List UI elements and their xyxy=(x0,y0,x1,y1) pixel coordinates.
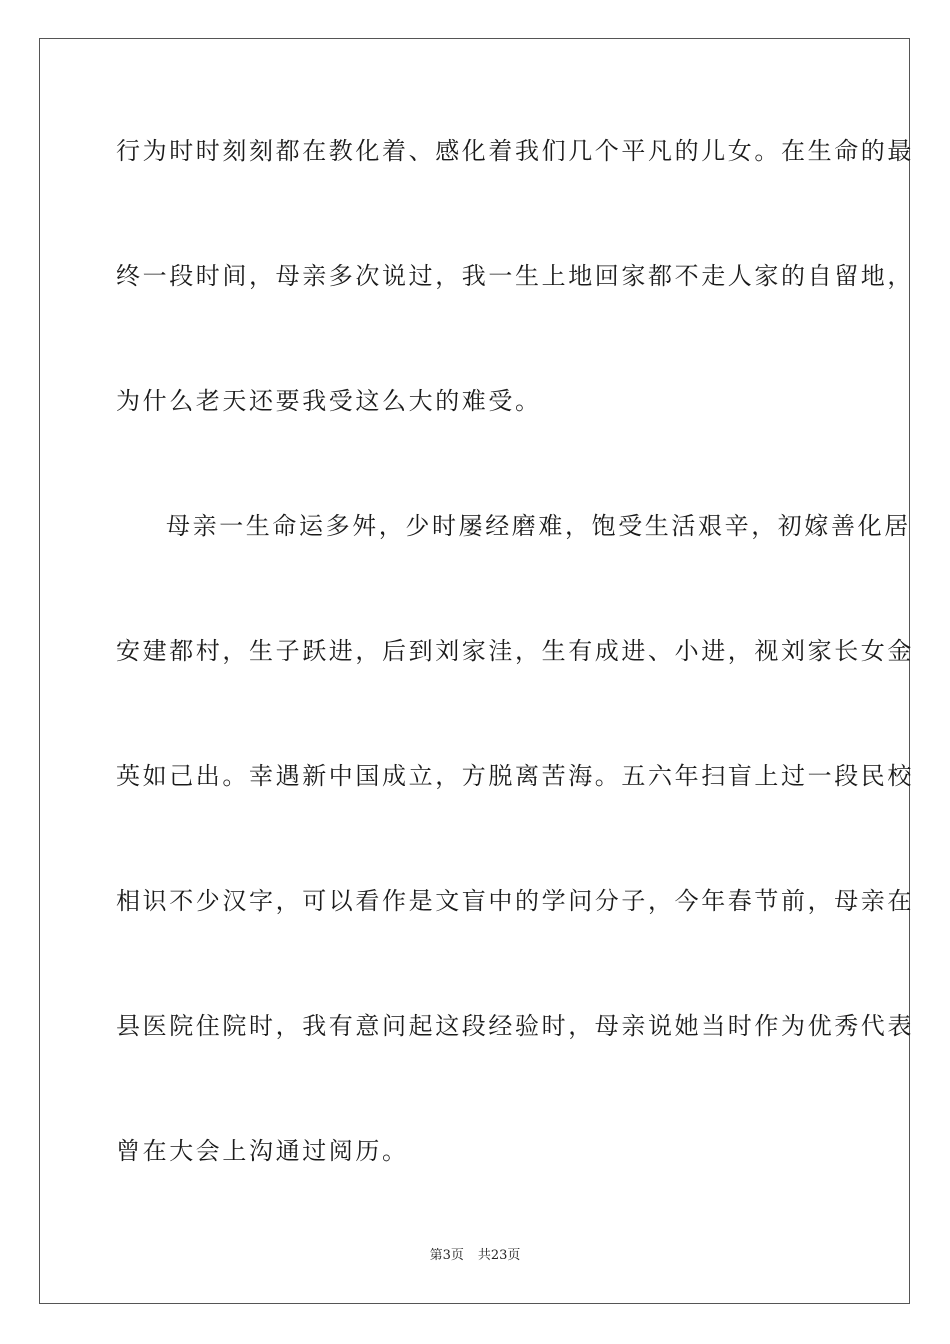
text-line: 曾在大会上沟通过阅历。 xyxy=(116,1137,409,1165)
page-footer xyxy=(0,1248,950,1264)
text-line: 相识不少汉字，可以看作是文盲中的学问分子，今年春节前，母亲在 xyxy=(116,887,914,915)
page-number: 第3页 xyxy=(429,1248,464,1263)
text-line: 英如己出。幸遇新中国成立，方脱离苦海。五六年扫盲上过一段民校 xyxy=(116,762,914,790)
text-line: 行为时时刻刻都在教化着、感化着我们几个平凡的儿女。在生命的最 xyxy=(116,137,914,165)
text-line: 安建都村，生子跃进，后到刘家洼，生有成进、小进，视刘家长女金 xyxy=(116,637,914,665)
page-border xyxy=(39,38,914,1304)
text-line: 终一段时间，母亲多次说过，我一生上地回家都不走人家的自留地， xyxy=(116,262,914,290)
total-pages: 共23页 xyxy=(477,1248,521,1263)
paragraph-first-line: 母亲一生命运多舛，少时屡经磨难，饱受生活艰辛，初嫁善化居 xyxy=(166,512,911,540)
text-line: 为什么老天还要我受这么大的难受。 xyxy=(116,387,542,415)
text-line: 县医院住院时，我有意问起这段经验时，母亲说她当时作为优秀代表 xyxy=(116,1012,914,1040)
